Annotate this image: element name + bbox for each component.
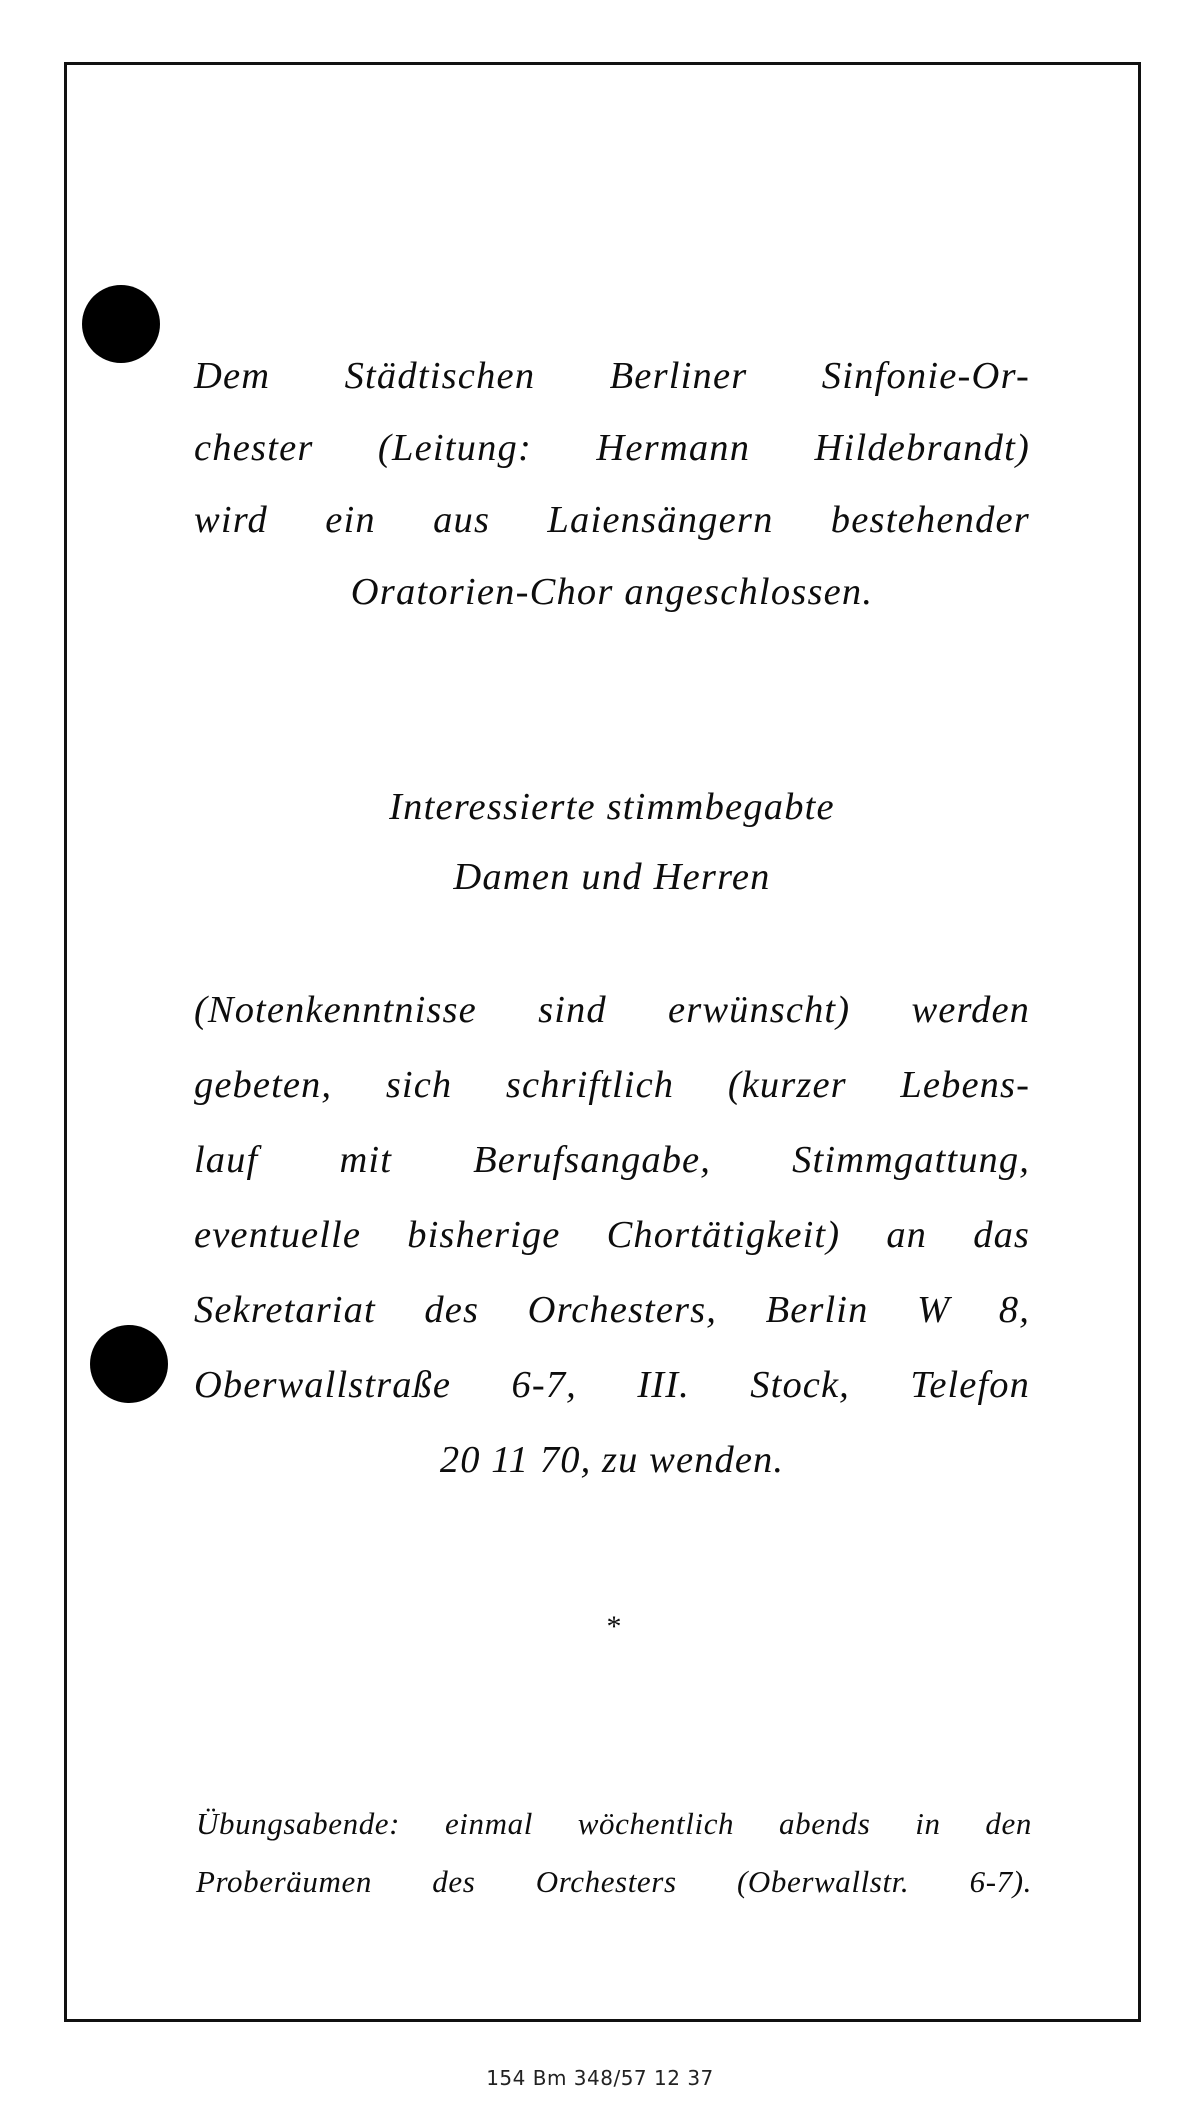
application-paragraph <box>194 973 1030 1498</box>
application-line: 20 11 70, zu wenden. <box>439 1439 785 1481</box>
print-code: 154 Bm 348/57 12 37 <box>486 2066 714 2090</box>
application-line: lauf mit Berufsangabe, Stimmgattung, <box>194 1139 1030 1181</box>
intro-paragraph <box>194 340 1030 628</box>
invitation-line: Interessierte stimmbegabte <box>389 786 835 828</box>
application-line: (Notenkenntnisse sind erwünscht) werden <box>194 989 1030 1031</box>
invitation-line: Damen und Herren <box>453 856 771 898</box>
application-line: Sekretariat des Orchesters, Berlin W 8, <box>194 1289 1030 1331</box>
rehearsal-line: Proberäumen des Orchesters (Oberwallstr. 6-7). <box>196 1864 1032 1899</box>
intro-line: chester (Leitung: Hermann Hildebrandt) <box>194 427 1030 469</box>
intro-line: wird ein aus Laiensängern bestehender <box>194 499 1030 541</box>
rehearsal-note <box>196 1795 1032 1911</box>
separator-asterisk: * <box>606 1610 622 1643</box>
intro-line: Dem Städtischen Berliner Sinfonie-Or- <box>194 355 1030 397</box>
rehearsal-line: Übungsabende: einmal wöchentlich abends in den <box>196 1806 1032 1841</box>
application-line: gebeten, sich schriftlich (kurzer Lebens- <box>194 1064 1030 1106</box>
invitation-heading <box>194 772 1030 912</box>
application-line: eventuelle bisherige Chortätigkeit) an das <box>194 1214 1030 1256</box>
intro-line: Oratorien-Chor angeschlossen. <box>350 571 874 613</box>
punch-hole-top <box>82 285 160 363</box>
punch-hole-bottom <box>90 1325 168 1403</box>
application-line: Oberwallstraße 6-7, III. Stock, Telefon <box>194 1364 1030 1406</box>
